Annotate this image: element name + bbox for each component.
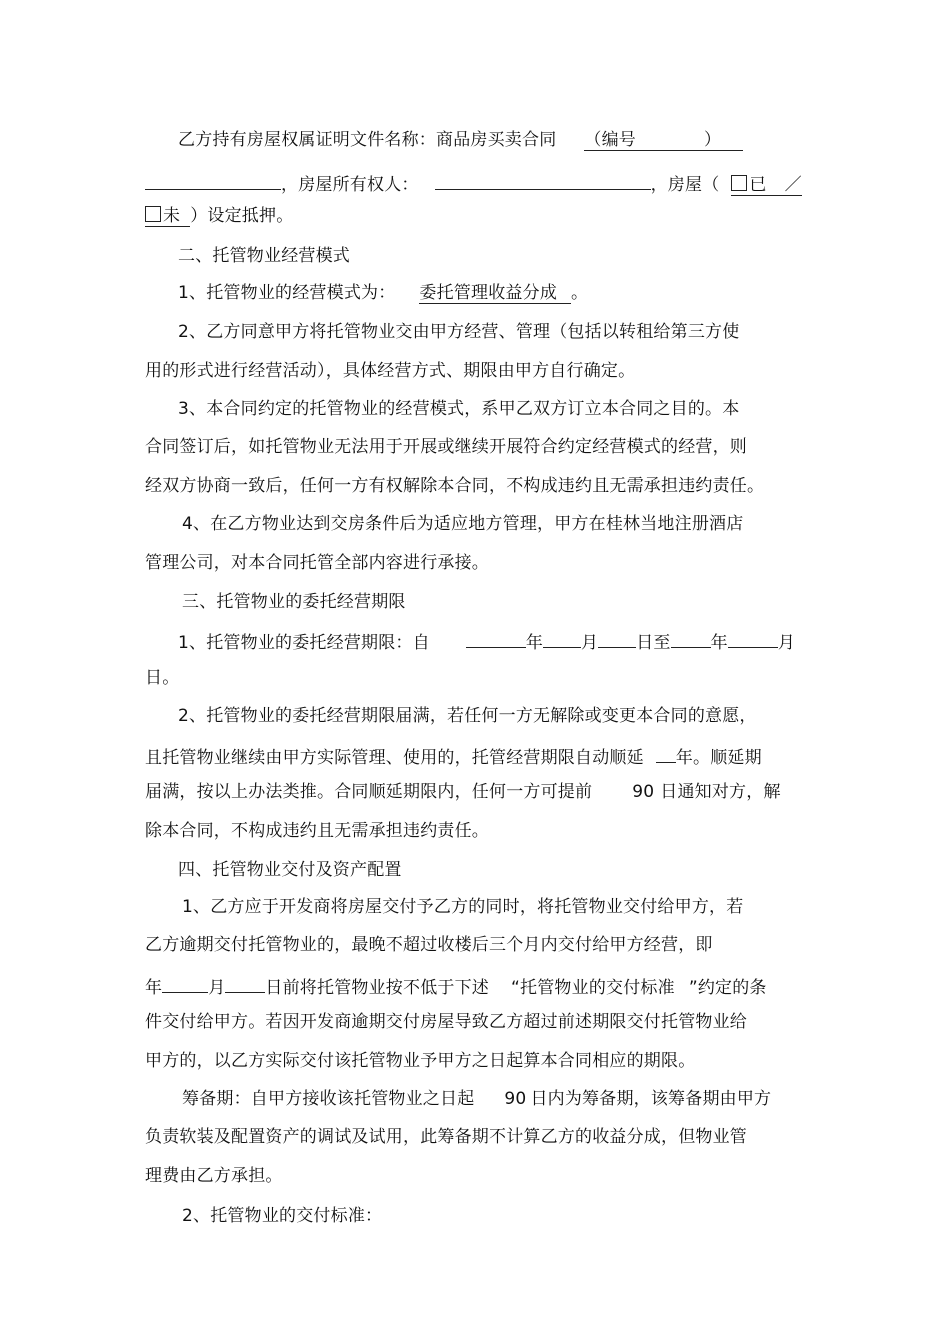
blank-start-month bbox=[543, 628, 581, 648]
s3-item-1-line-1: 1、托管物业的委托经营期限：自 年 月 日至 年 月 bbox=[178, 628, 795, 654]
business-mode-value: 委托管理收益分成 bbox=[419, 283, 571, 304]
line-owner: ，房屋所有权人： ，房屋（ 已 ／ bbox=[145, 170, 802, 196]
blank-delivery-day bbox=[225, 973, 265, 993]
s3-item-1-line-2: 日。 bbox=[145, 668, 180, 688]
s2-item-3-line-3: 经双方协商一致后，任何一方有权解除本合同，不构成违约且无需承担违约责任。 bbox=[145, 476, 765, 496]
prep-period-line-1: 筹备期：自甲方接收该托管物业之日起 90 日内为筹备期，该筹备期由甲方 bbox=[182, 1089, 772, 1109]
s4-item-1-line-5: 甲方的，以乙方实际交付该托管物业予甲方之日起算本合同相应的期限。 bbox=[145, 1051, 696, 1071]
blank-delivery-month bbox=[162, 973, 208, 993]
contract-number-field: （编号 ） bbox=[584, 130, 743, 151]
s2-item-4-line-1: 4、在乙方物业达到交房条件后为适应地方管理，甲方在桂林当地注册酒店 bbox=[182, 514, 744, 534]
s4-item-2: 2、托管物业的交付标准： bbox=[182, 1206, 383, 1226]
blank-end-month bbox=[728, 628, 778, 648]
line-cert-name: 乙方持有房屋权属证明文件名称：商品房买卖合同 （编号 ） bbox=[178, 129, 743, 151]
s2-item-2-line-1: 2、乙方同意甲方将托管物业交由甲方经营、管理（包括以转租给第三方使 bbox=[178, 322, 740, 342]
section-4-title: 四、托管物业交付及资产配置 bbox=[178, 860, 402, 880]
s3-item-2-line-3: 届满，按以上办法类推。合同顺延期限内，任何一方可提前 90 日通知对方，解 bbox=[145, 782, 781, 802]
blank-start-year bbox=[466, 628, 526, 648]
s2-item-3-line-1: 3、本合同约定的托管物业的经营模式，系甲乙双方订立本合同之目的。本 bbox=[178, 399, 740, 419]
mortgage-no-option[interactable]: 未 bbox=[145, 206, 190, 227]
s3-item-2-line-2: 且托管物业继续由甲方实际管理、使用的，托管经营期限自动顺延 年。顺延期 bbox=[145, 743, 762, 769]
checkbox-yes[interactable] bbox=[731, 175, 747, 191]
s2-item-4-line-2: 管理公司，对本合同托管全部内容进行承接。 bbox=[145, 553, 489, 573]
checkbox-no[interactable] bbox=[145, 206, 161, 222]
blank-end-year bbox=[671, 628, 711, 648]
s4-item-1-line-3: 年 月 日前将托管物业按不低于下述 “托管物业的交付标准 ”约定的条 bbox=[145, 973, 767, 999]
s4-item-1-line-2: 乙方逾期交付托管物业的，最晚不超过收楼后三个月内交付给甲方经营，即 bbox=[145, 935, 713, 955]
prep-period-line-2: 负责软装及配置资产的调试及试用，此筹备期不计算乙方的收益分成，但物业管 bbox=[145, 1127, 747, 1147]
s4-item-1-line-4: 件交付给甲方。若因开发商逾期交付房屋导致乙方超过前述期限交付托管物业给 bbox=[145, 1012, 747, 1032]
s3-item-2-line-1: 2、托管物业的委托经营期限届满，若任何一方无解除或变更本合同的意愿， bbox=[178, 706, 757, 726]
blank-start-day bbox=[598, 628, 636, 648]
s2-item-2-line-2: 用的形式进行经营活动），具体经营方式、期限由甲方自行确定。 bbox=[145, 361, 636, 381]
blank-owner-name bbox=[435, 170, 651, 190]
s3-item-2-line-4: 除本合同，不构成违约且无需承担违约责任。 bbox=[145, 821, 489, 841]
blank-extension-years bbox=[656, 743, 676, 763]
s4-item-1-line-1: 1、乙方应于开发商将房屋交付予乙方的同时，将托管物业交付给甲方，若 bbox=[182, 897, 744, 917]
section-2-title: 二、托管物业经营模式 bbox=[178, 246, 350, 266]
mortgage-yes-option[interactable]: 已 ／ bbox=[731, 175, 801, 196]
blank-cert-number bbox=[145, 170, 281, 190]
line-mortgage: 未 ）设定抵押。 bbox=[145, 205, 293, 227]
prep-period-line-3: 理费由乙方承担。 bbox=[145, 1166, 283, 1186]
s2-item-1: 1、托管物业的经营模式为： 委托管理收益分成 。 bbox=[178, 283, 589, 303]
section-3-title: 三、托管物业的委托经营期限 bbox=[182, 592, 406, 612]
s2-item-3-line-2: 合同签订后，如托管物业无法用于开展或继续开展符合约定经营模式的经营，则 bbox=[145, 437, 747, 457]
